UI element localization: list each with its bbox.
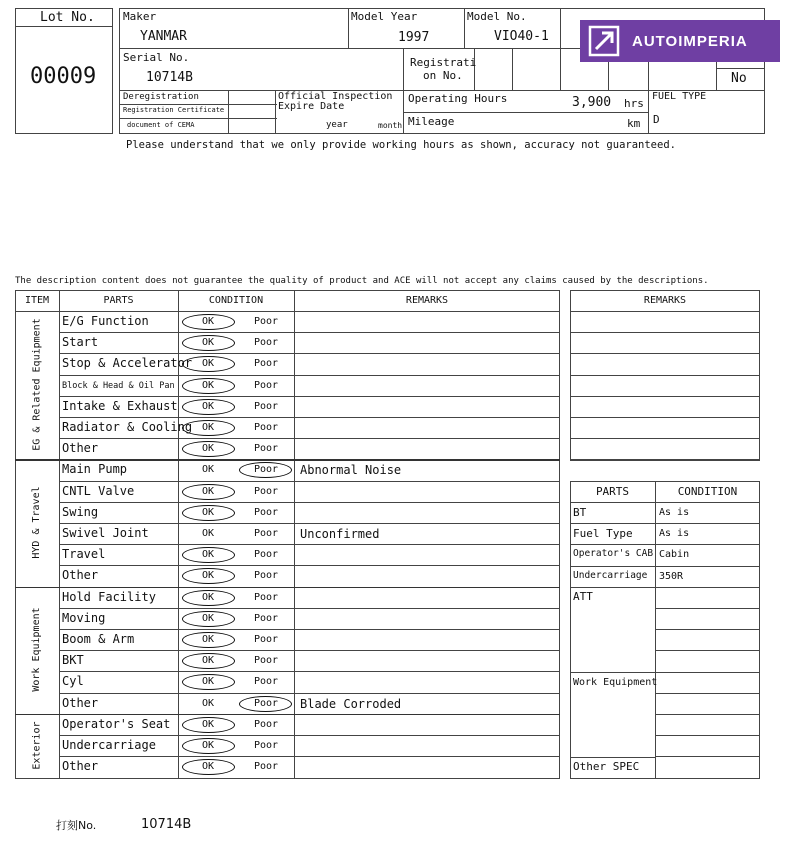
poor-option: Poor	[253, 761, 279, 773]
registration-certificate-label: Registration Certificate	[123, 106, 225, 114]
disclaimer: The description content does not guarantee the quality of product and ACE will not accept any claims caused by the descriptions.	[15, 276, 709, 286]
spec-part: BT	[573, 506, 587, 519]
ok-option: OK	[201, 549, 215, 561]
spec-part: Undercarriage	[573, 569, 648, 581]
poor-option: Poor	[253, 570, 279, 582]
part-label: Other	[62, 695, 99, 710]
hrs-label: hrs	[624, 97, 644, 110]
ok-option: OK	[201, 485, 215, 497]
spec-condition-header: CONDITION	[677, 485, 738, 498]
spec-parts-header: PARTS	[595, 485, 630, 498]
ok-option: OK	[201, 676, 215, 688]
ok-option: OK	[201, 570, 215, 582]
poor-option: Poor	[253, 506, 279, 518]
spec-part: Operator's CAB	[573, 548, 654, 560]
cema-label: document of CEMA	[127, 121, 195, 129]
serial-label: Serial No.	[123, 51, 190, 64]
spec-part: Fuel Type	[573, 527, 633, 541]
ok-option: OK	[201, 697, 215, 709]
poor-option: Poor	[253, 740, 279, 751]
poor-option: Poor	[253, 422, 279, 433]
poor-option: Poor	[253, 358, 279, 370]
part-label: Intake & Exhaust	[62, 398, 178, 413]
ok-option: OK	[201, 400, 215, 412]
poor-option: Poor	[253, 379, 279, 391]
spec-value: Cabin	[659, 549, 690, 561]
lot-label: Lot No.	[40, 10, 95, 25]
mileage-label: Mileage	[408, 115, 455, 128]
poor-option: Poor	[253, 316, 279, 327]
model-no-value: VIO40-1	[494, 29, 549, 44]
part-label: Swivel Joint	[62, 526, 149, 540]
group-label: Work Equipment	[31, 607, 43, 692]
hours-note: Please understand that we only provide working hours as shown, accuracy not guaranteed.	[126, 139, 676, 151]
lot-number: 00009	[30, 64, 97, 89]
other-spec-label: Other SPEC	[573, 760, 640, 773]
poor-option: Poor	[253, 549, 279, 561]
part-label: Undercarriage	[62, 738, 156, 752]
poor-option: Poor	[253, 337, 279, 349]
part-label: Other	[62, 441, 99, 456]
ok-option: OK	[201, 506, 215, 518]
model-year-label: Model Year	[351, 10, 418, 23]
part-label: Radiator & Cooling	[62, 420, 193, 434]
part-label: Main Pump	[62, 462, 128, 477]
poor-option: Poor	[253, 697, 279, 709]
part-label: Boom & Arm	[62, 632, 135, 646]
remarks-header: REMARKS	[405, 295, 449, 306]
ok-option: OK	[201, 464, 215, 476]
ok-selected-circle	[182, 717, 235, 733]
condition-header: CONDITION	[208, 295, 264, 306]
poor-option: Poor	[253, 591, 279, 603]
ok-option: OK	[201, 634, 215, 645]
part-label: CNTL Valve	[62, 483, 135, 498]
spec-value: As is	[659, 528, 690, 540]
autoimperia-logo	[580, 20, 780, 62]
ok-option: OK	[201, 528, 215, 539]
item-header: ITEM	[24, 295, 50, 306]
poor-option: Poor	[253, 676, 279, 688]
group-label: EG & Related Equipment	[31, 318, 43, 451]
ok-selected-circle	[182, 611, 235, 627]
model-year-value: 1997	[398, 30, 430, 45]
ok-selected-circle	[182, 632, 235, 648]
poor-option: Poor	[253, 528, 279, 539]
fuel-type-label: FUEL TYPE	[652, 91, 707, 102]
year-label: year	[326, 120, 348, 130]
ok-option: OK	[201, 591, 215, 603]
ok-option: OK	[201, 761, 215, 773]
ok-selected-circle	[182, 378, 235, 394]
ok-selected-circle	[182, 420, 235, 436]
work-equipment-label: Work Equipment	[573, 677, 658, 688]
operating-hours-label: Operating Hours	[408, 92, 508, 105]
group-label: HYD & Travel	[31, 486, 43, 559]
logo-text: AUTOIMPERIA	[632, 33, 748, 50]
ok-option: OK	[201, 422, 215, 433]
footer-label: 打刻No.	[56, 819, 97, 832]
part-label: Other	[62, 568, 99, 583]
row-remark: Abnormal Noise	[300, 463, 402, 478]
registration-label-2: on No.	[423, 69, 463, 82]
maker-value: YANMAR	[140, 29, 187, 44]
parts-header: PARTS	[103, 295, 134, 306]
ac-value: No	[731, 71, 747, 86]
poor-selected-circle	[239, 696, 292, 712]
registration-label: Registrati	[410, 56, 477, 69]
part-label: Other	[62, 759, 99, 774]
part-label: Hold Facility	[62, 589, 156, 604]
maker-label: Maker	[123, 10, 157, 23]
spec-value: 350R	[659, 570, 684, 582]
autoimperia-logo-icon	[588, 25, 620, 57]
part-label: Swing	[62, 504, 99, 519]
ok-option: OK	[201, 316, 215, 327]
part-label: BKT	[62, 653, 84, 668]
poor-option: Poor	[253, 400, 279, 412]
poor-option: Poor	[253, 634, 279, 645]
ok-option: OK	[201, 443, 215, 455]
expire-date-label: Expire Date	[278, 101, 345, 112]
ok-option: OK	[201, 718, 215, 730]
ok-option: OK	[201, 655, 215, 667]
operating-hours-value: 3,900	[572, 95, 612, 110]
row-remark: Unconfirmed	[300, 527, 380, 541]
part-label: Operator's Seat	[62, 716, 171, 731]
deregistration-label: Deregistration	[123, 92, 199, 102]
part-label: Stop & Accelerator	[62, 356, 193, 371]
serial-value: 10714B	[146, 70, 193, 85]
official-inspection-label: Official Inspection	[278, 91, 393, 102]
poor-option: Poor	[253, 718, 279, 730]
ok-selected-circle	[182, 738, 235, 754]
ok-option: OK	[201, 612, 215, 624]
part-label: Travel	[62, 547, 106, 562]
poor-option: Poor	[253, 485, 279, 497]
ok-selected-circle	[182, 399, 235, 415]
footer-value: 10714B	[141, 817, 192, 832]
ok-option: OK	[201, 379, 215, 391]
model-no-label: Model No.	[467, 10, 527, 23]
ok-option: OK	[201, 740, 215, 751]
part-label: E/G Function	[62, 314, 149, 328]
ok-option: OK	[201, 337, 215, 349]
ok-option: OK	[201, 358, 215, 370]
right-remarks-header: REMARKS	[643, 295, 687, 306]
km-label: km	[627, 117, 641, 130]
ok-selected-circle	[182, 314, 235, 330]
ok-selected-circle	[182, 590, 235, 606]
part-label: Start	[62, 335, 99, 350]
poor-option: Poor	[253, 612, 279, 624]
group-label: Exterior	[31, 721, 43, 770]
fuel-type-value: D	[653, 113, 660, 126]
poor-option: Poor	[253, 464, 279, 476]
att-label: ATT	[573, 590, 593, 603]
part-label: Moving	[62, 610, 106, 625]
ok-selected-circle	[182, 484, 235, 500]
spec-value: As is	[659, 507, 690, 518]
ok-selected-circle	[182, 505, 235, 521]
month-label: month	[378, 121, 403, 130]
part-label: Block & Head & Oil Pan	[62, 380, 175, 391]
part-label: Cyl	[62, 674, 84, 689]
row-remark: Blade Corroded	[300, 696, 402, 711]
poor-option: Poor	[253, 443, 279, 455]
poor-option: Poor	[253, 655, 279, 667]
